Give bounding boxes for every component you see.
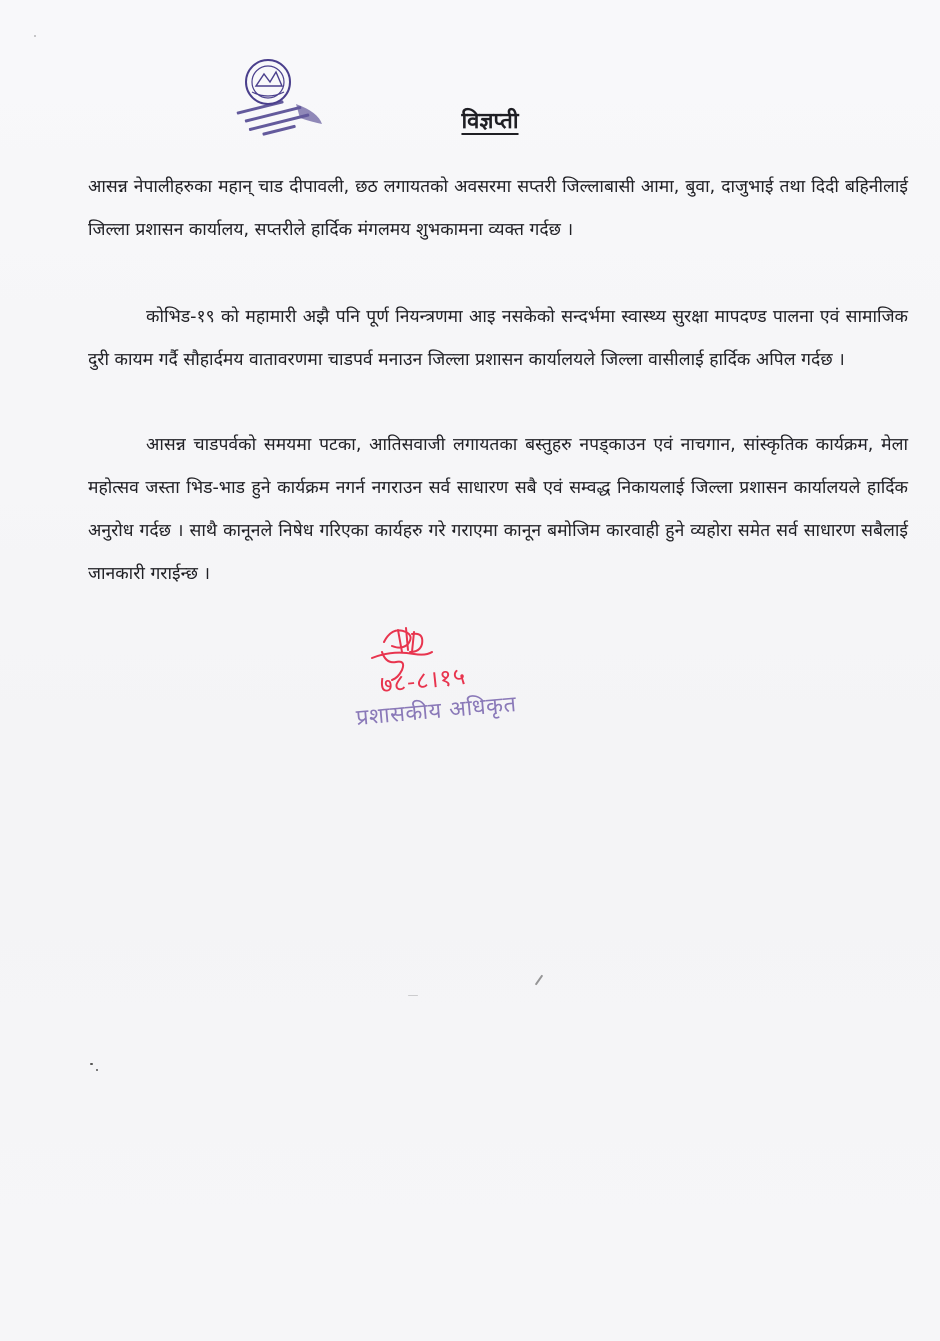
- paragraph-greeting: आसन्न नेपालीहरुका महान् चाड दीपावली, छठ लगायतको अवसरमा सप्तरी जिल्लाबासी आमा, बुवा, दाजुभाई तथा दिदी बहिनीलाई जिल्ला प्रशासन कार्यालय, सप्तरीले हार्दिक मंगलमय शुभकामना व्यक्त गर्दछ ।: [88, 177, 908, 240]
- paragraph-covid-appeal: कोभिड-१९ को महामारी अझै पनि पूर्ण नियन्त्रणमा आइ नसकेको सन्दर्भमा स्वास्थ्य सुरक्षा मापदण्ड पालना एवं सामाजिक दुरी कायम गर्दै सौहार्दमय वातावरणमा चाडपर्व मनाउन जिल्ला प्रशासन कार्यालयले जिल्ला वासीलाई हार्दिक अपिल गर्दछ ।: [88, 307, 908, 370]
- paper-speck: [34, 35, 36, 37]
- government-seal: [222, 52, 334, 144]
- paragraph-request: आसन्न चाडपर्वको समयमा पटका, आतिसवाजी लगायतका बस्तुहरु नपड्काउन एवं नाचगान, सांस्कृतिक कार्यक्रम, मेला महोत्सव जस्ता भिड-भाड हुने कार्यक्रम नगर्न नगराउन सर्व साधारण सबै एवं सम्वद्ध निकायलाई जिल्ला प्रशासन कार्यालयले हार्दिक अनुरोध गर्दछ । साथै कानूनले निषेध गरिएका कार्यहरु गरे गराएमा कानून बमोजिम कारवाही हुने व्यहोरा समेत सर्व साधारण सबैलाई जानकारी गराईन्छ ।: [88, 435, 908, 584]
- signature-date: ७८-८।१५: [378, 662, 468, 699]
- paper-speck: [408, 995, 418, 996]
- paper-speck: [96, 1069, 98, 1071]
- officer-stamp: प्रशासकीय अधिकृत: [355, 692, 518, 731]
- paper-speck: [90, 1063, 93, 1065]
- document-title: विज्ञप्ती: [461, 109, 519, 134]
- paper-speck: [535, 975, 544, 986]
